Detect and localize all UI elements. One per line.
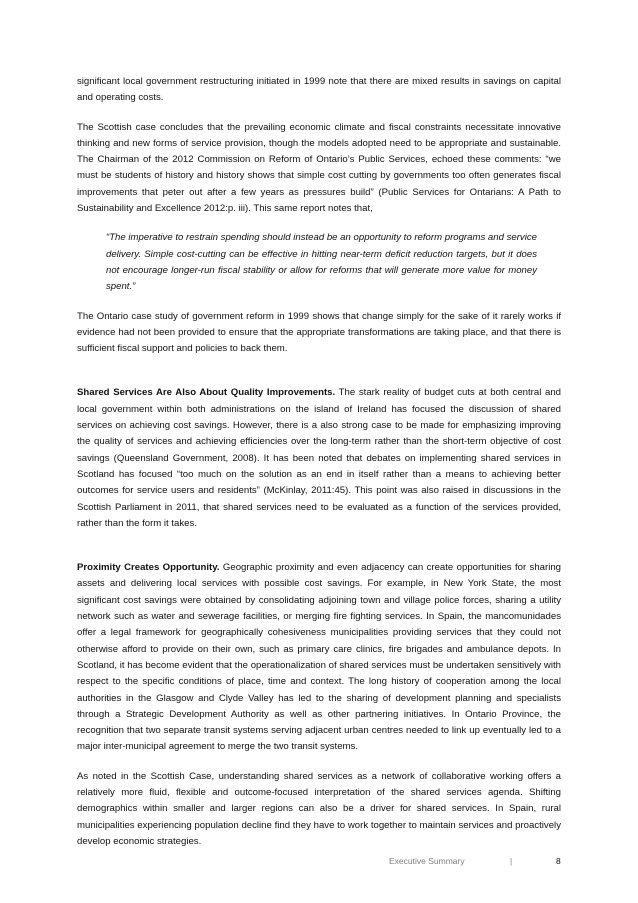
paragraph-2: The Scottish case concludes that the prevailing economic climate and fiscal constraints necessitate innovative thinking and new forms of service provision, though the models adopted need to be appropriate and sustainable. The Chairman of the 2012 Commission on Reform of Ontario’s Public Services, echoed these comments: “we must be students of history and history shows that simple cost cutting by governments too often generates fiscal improvements that peter out after a few years as pressures build” (Public Services for Ontarians: A Path to Sustainability and Excellence 2012:p. iii). This same report notes that,	[77, 121, 561, 215]
paragraph-shared-services	[77, 385, 561, 532]
section-body-proximity: Geographic proximity and even adjacency can create opportunities for sharing assets and delivering local services with possible cost savings. For example, in New York State, the most significant cost savings were obtained by consolidating adjoining town and village police forces, sharing a utility network such as water and sewerage facilities, or merging fire fighting services. In Spain, the mancomunidades offer a legal framework for geographically cohesiveness municipalities providing services that they could not otherwise afford to provide on their own, such as primary care clinics, fire brigades and ambulance depots. In Scotland, it has become evident that the operationalization of shared services must be undertaken sensitively with respect to the specific conditions of place, time and context. The long history of cooperation among the local authorities in the Glasgow and Clyde Valley has led to the sharing of development planning and specialists through a Strategic Development Authority as well as other partnering initiatives. In Ontario Province, the recognition that two separate transit systems serving adjacent urban centres needed to link up eventually led to a major inter-municipal agreement to merge the two transit systems.	[77, 562, 561, 753]
page-number: 8	[556, 856, 561, 866]
page-footer	[0, 856, 638, 870]
paragraph-proximity	[77, 560, 561, 756]
section-lead-shared-services: Shared Services Are Also About Quality Improvements.	[77, 387, 336, 399]
section-body-shared-services: The stark reality of budget cuts at both central and local government within both administrations on the island of Ireland has focused the discussion of shared services on achieving cost savings. However, there is a also strong case to be made for emphasizing improving the quality of services and achieving efficiencies over the long-term rather than the short-term objective of cost savings (Queensland Government, 2008). It has been noted that debates on implementing shared services in Scotland has focused “too much on the solution as an end in itself rather than a means to achieving better outcomes for service users and residents” (McKinlay, 2011:45). This point was also raised in discussions in the Scottish Parliament in 2011, that shared services need to be evaluated as a function of the services provided, rather than the form it takes.	[77, 387, 561, 529]
paragraph-6: As noted in the Scottish Case, understanding shared services as a network of collaborative working offers a relatively more fluid, flexible and outcome-focused interpretation of the shared services agenda. Shifting demographics within smaller and larger regions can also be a driver for shared services. In Spain, rural municipalities experiencing population decline find they have to work together to maintain services and proactively develop economic strategies.	[77, 770, 561, 847]
document-body	[77, 74, 561, 850]
paragraph-3: The Ontario case study of government reform in 1999 shows that change simply for the sake of it rarely works if evidence had not been provided to ensure that the appropriate transformations are taking place, and that there is sufficient fiscal support and policies to back them.	[77, 310, 561, 355]
footer-separator: |	[510, 856, 513, 866]
section-lead-proximity: Proximity Creates Opportunity.	[77, 562, 220, 574]
paragraph-1: significant local government restructuring initiated in 1999 note that there are mixed results in savings on capital and operating costs.	[77, 76, 561, 104]
footer-label: Executive Summary	[389, 856, 465, 866]
block-quote: “The imperative to restrain spending should instead be an opportunity to reform programs and service delivery. Simple cost-cutting can be effective in hitting near-term deficit reduction targets, but it does not encourage longer-run fiscal stability or allow for reforms that will generate more value for money spent.”	[106, 232, 537, 293]
